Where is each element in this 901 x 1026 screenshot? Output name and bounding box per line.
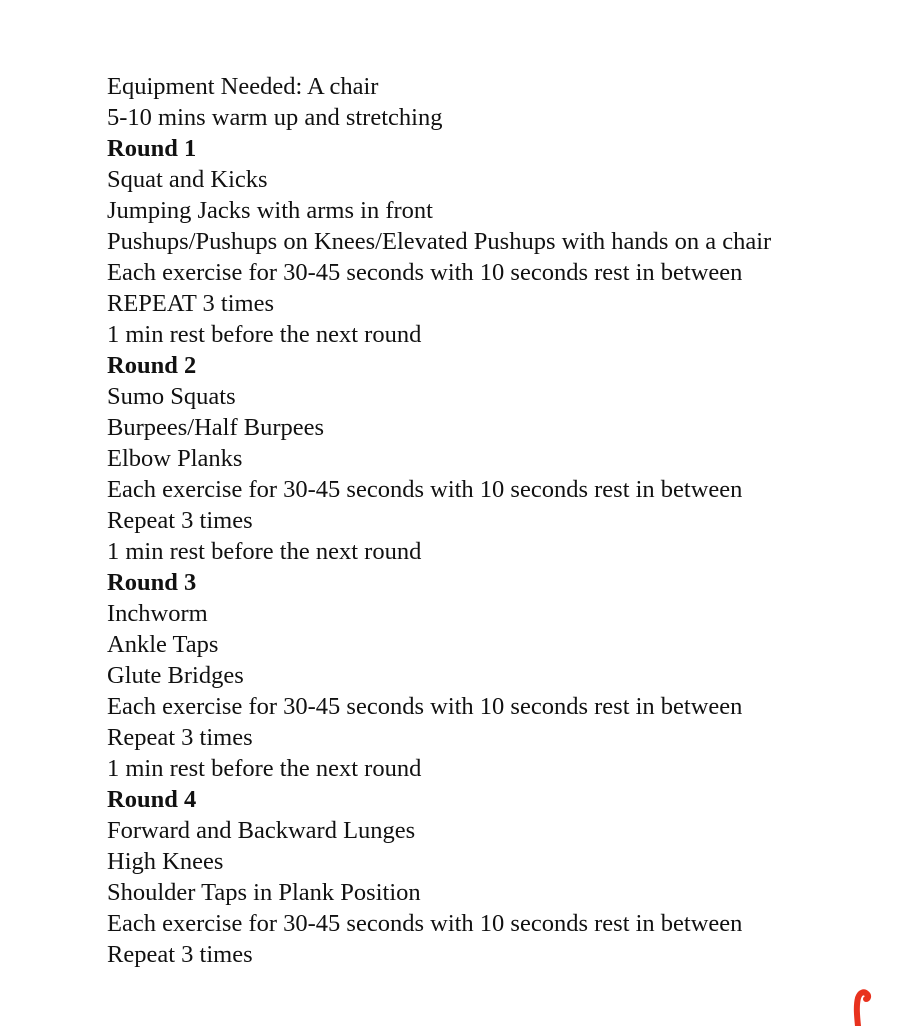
round-1-line-5: REPEAT 3 times [107,290,274,317]
round-4-line-4: Each exercise for 30-45 seconds with 10 seconds rest in between [107,910,743,937]
round-3-line-5: Repeat 3 times [107,724,253,751]
round-2-line-6: 1 min rest before the next round [107,538,422,565]
equipment-line: Equipment Needed: A chair [107,73,379,100]
round-3-line-6: 1 min rest before the next round [107,755,422,782]
round-2-line-3: Elbow Planks [107,445,243,472]
round-1-line-2: Jumping Jacks with arms in front [107,197,433,224]
round-3-line-3: Glute Bridges [107,662,244,689]
round-4-heading: Round 4 [107,786,197,813]
round-3-heading: Round 3 [107,569,197,596]
round-2-line-5: Repeat 3 times [107,507,253,534]
round-4-line-1: Forward and Backward Lunges [107,817,416,844]
round-3-line-1: Inchworm [107,600,208,627]
round-4-line-3: Shoulder Taps in Plank Position [107,879,421,906]
round-4-line-2: High Knees [107,848,224,875]
round-1-line-6: 1 min rest before the next round [107,321,422,348]
round-1-line-1: Squat and Kicks [107,166,268,193]
round-2-heading: Round 2 [107,352,197,379]
round-2-line-4: Each exercise for 30-45 seconds with 10 seconds rest in between [107,476,743,503]
warmup-line: 5-10 mins warm up and stretching [107,104,443,131]
round-1-line-3: Pushups/Pushups on Knees/Elevated Pushups with hands on a chair [107,228,772,255]
workout-document [107,71,867,970]
red-annotation-mark [848,986,878,1026]
round-4-line-5: Repeat 3 times [107,941,253,968]
round-1-line-4: Each exercise for 30-45 seconds with 10 seconds rest in between [107,259,743,286]
round-2-line-2: Burpees/Half Burpees [107,414,325,441]
round-1-heading: Round 1 [107,135,197,162]
round-3-line-4: Each exercise for 30-45 seconds with 10 seconds rest in between [107,693,743,720]
round-3-line-2: Ankle Taps [107,631,219,658]
round-2-line-1: Sumo Squats [107,383,236,410]
